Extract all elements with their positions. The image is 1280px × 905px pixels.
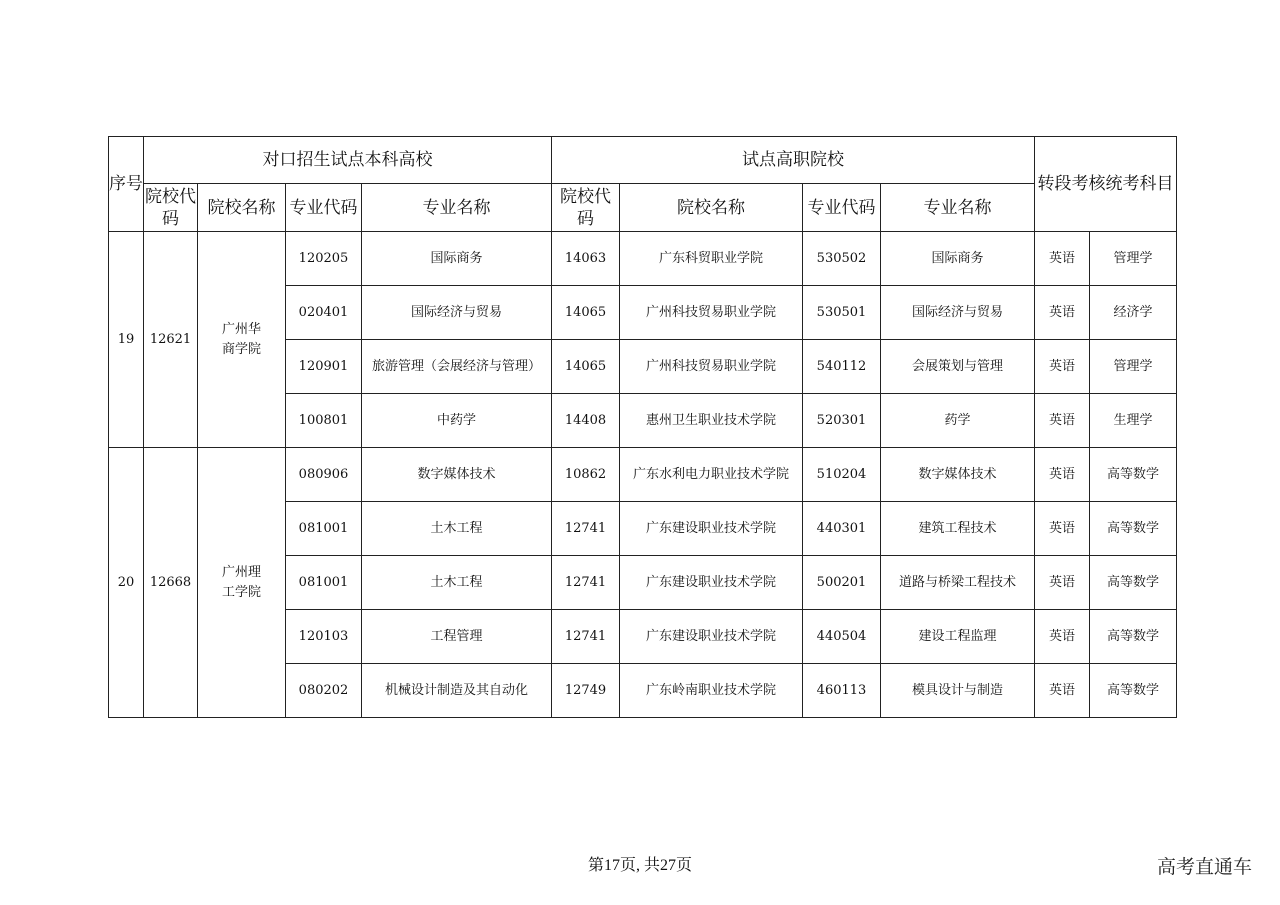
voc-major-name-cell: 建筑工程技术 — [881, 502, 1035, 556]
voc-school-code-cell: 14063 — [552, 232, 620, 286]
exam-subject-1-cell: 英语 — [1035, 448, 1090, 502]
major-code-cell: 080202 — [286, 664, 362, 718]
major-name-cell: 旅游管理（会展经济与管理） — [362, 340, 552, 394]
voc-school-code-cell: 10862 — [552, 448, 620, 502]
major-name-cell: 国际商务 — [362, 232, 552, 286]
voc-school-code-cell: 14065 — [552, 340, 620, 394]
seq-cell: 20 — [109, 448, 144, 718]
major-name-cell: 国际经济与贸易 — [362, 286, 552, 340]
voc-school-name-cell: 广东建设职业技术学院 — [620, 556, 803, 610]
header-voc-major-code: 专业代码 — [803, 184, 881, 232]
voc-major-code-cell: 530502 — [803, 232, 881, 286]
major-code-cell: 020401 — [286, 286, 362, 340]
voc-major-code-cell: 510204 — [803, 448, 881, 502]
table-row — [109, 232, 1177, 286]
school-code-cell: 12621 — [144, 232, 198, 448]
header-voc-major-name: 专业名称 — [881, 184, 1035, 232]
header-major-code: 专业代码 — [286, 184, 362, 232]
voc-major-name-cell: 会展策划与管理 — [881, 340, 1035, 394]
exam-subject-1-cell: 英语 — [1035, 502, 1090, 556]
voc-school-name-cell: 广东水利电力职业技术学院 — [620, 448, 803, 502]
exam-subject-2-cell: 高等数学 — [1090, 664, 1177, 718]
voc-school-name-cell: 惠州卫生职业技术学院 — [620, 394, 803, 448]
exam-subject-1-cell: 英语 — [1035, 232, 1090, 286]
voc-school-code-cell: 12741 — [552, 610, 620, 664]
exam-subject-1-cell: 英语 — [1035, 556, 1090, 610]
voc-major-name-cell: 模具设计与制造 — [881, 664, 1035, 718]
exam-subject-2-cell: 高等数学 — [1090, 448, 1177, 502]
major-code-cell: 080906 — [286, 448, 362, 502]
major-code-cell: 120205 — [286, 232, 362, 286]
voc-major-name-cell: 数字媒体技术 — [881, 448, 1035, 502]
voc-major-code-cell: 440301 — [803, 502, 881, 556]
exam-subject-1-cell: 英语 — [1035, 610, 1090, 664]
voc-school-name-cell: 广东建设职业技术学院 — [620, 610, 803, 664]
header-exam-group: 转段考核统考科目 — [1035, 137, 1177, 232]
header-major-name: 专业名称 — [362, 184, 552, 232]
voc-school-name-cell: 广州科技贸易职业学院 — [620, 340, 803, 394]
admission-table — [108, 136, 1177, 718]
voc-school-code-cell: 12749 — [552, 664, 620, 718]
voc-major-code-cell: 530501 — [803, 286, 881, 340]
header-vocational-group: 试点高职院校 — [552, 137, 1035, 184]
voc-major-code-cell: 540112 — [803, 340, 881, 394]
major-name-cell: 工程管理 — [362, 610, 552, 664]
exam-subject-2-cell: 高等数学 — [1090, 556, 1177, 610]
table-row — [109, 448, 1177, 502]
major-code-cell: 100801 — [286, 394, 362, 448]
watermark-text: 高考直通车 — [1156, 856, 1252, 878]
major-name-cell: 土木工程 — [362, 502, 552, 556]
voc-school-code-cell: 12741 — [552, 502, 620, 556]
exam-subject-2-cell: 高等数学 — [1090, 610, 1177, 664]
major-name-cell: 土木工程 — [362, 556, 552, 610]
exam-subject-1-cell: 英语 — [1035, 664, 1090, 718]
voc-major-name-cell: 国际商务 — [881, 232, 1035, 286]
major-code-cell: 081001 — [286, 556, 362, 610]
exam-subject-1-cell: 英语 — [1035, 340, 1090, 394]
school-code-cell: 12668 — [144, 448, 198, 718]
exam-subject-2-cell: 管理学 — [1090, 232, 1177, 286]
header-seq: 序号 — [109, 137, 144, 232]
header-school-name: 院校名称 — [198, 184, 286, 232]
exam-subject-2-cell: 经济学 — [1090, 286, 1177, 340]
voc-school-code-cell: 12741 — [552, 556, 620, 610]
voc-school-code-cell: 14408 — [552, 394, 620, 448]
seq-cell: 19 — [109, 232, 144, 448]
header-undergrad-group: 对口招生试点本科高校 — [144, 137, 552, 184]
major-code-cell: 081001 — [286, 502, 362, 556]
voc-school-name-cell: 广东科贸职业学院 — [620, 232, 803, 286]
voc-major-code-cell: 460113 — [803, 664, 881, 718]
voc-major-code-cell: 520301 — [803, 394, 881, 448]
major-name-cell: 中药学 — [362, 394, 552, 448]
voc-major-code-cell: 440504 — [803, 610, 881, 664]
voc-major-name-cell: 药学 — [881, 394, 1035, 448]
voc-major-name-cell: 建设工程监理 — [881, 610, 1035, 664]
exam-subject-2-cell: 管理学 — [1090, 340, 1177, 394]
voc-major-name-cell: 道路与桥梁工程技术 — [881, 556, 1035, 610]
major-code-cell: 120103 — [286, 610, 362, 664]
major-name-cell: 机械设计制造及其自动化 — [362, 664, 552, 718]
header-school-code: 院校代码 — [144, 184, 198, 232]
voc-school-name-cell: 广东岭南职业技术学院 — [620, 664, 803, 718]
voc-major-name-cell: 国际经济与贸易 — [881, 286, 1035, 340]
major-name-cell: 数字媒体技术 — [362, 448, 552, 502]
school-name-cell: 广州华商学院 — [198, 232, 286, 448]
voc-school-name-cell: 广东建设职业技术学院 — [620, 502, 803, 556]
header-voc-school-code: 院校代码 — [552, 184, 620, 232]
header-voc-school-name: 院校名称 — [620, 184, 803, 232]
voc-school-code-cell: 14065 — [552, 286, 620, 340]
school-name-cell: 广州理工学院 — [198, 448, 286, 718]
voc-major-code-cell: 500201 — [803, 556, 881, 610]
page-footer: 第17页, 共27页 — [587, 857, 692, 874]
voc-school-name-cell: 广州科技贸易职业学院 — [620, 286, 803, 340]
exam-subject-1-cell: 英语 — [1035, 286, 1090, 340]
exam-subject-2-cell: 高等数学 — [1090, 502, 1177, 556]
exam-subject-1-cell: 英语 — [1035, 394, 1090, 448]
major-code-cell: 120901 — [286, 340, 362, 394]
exam-subject-2-cell: 生理学 — [1090, 394, 1177, 448]
